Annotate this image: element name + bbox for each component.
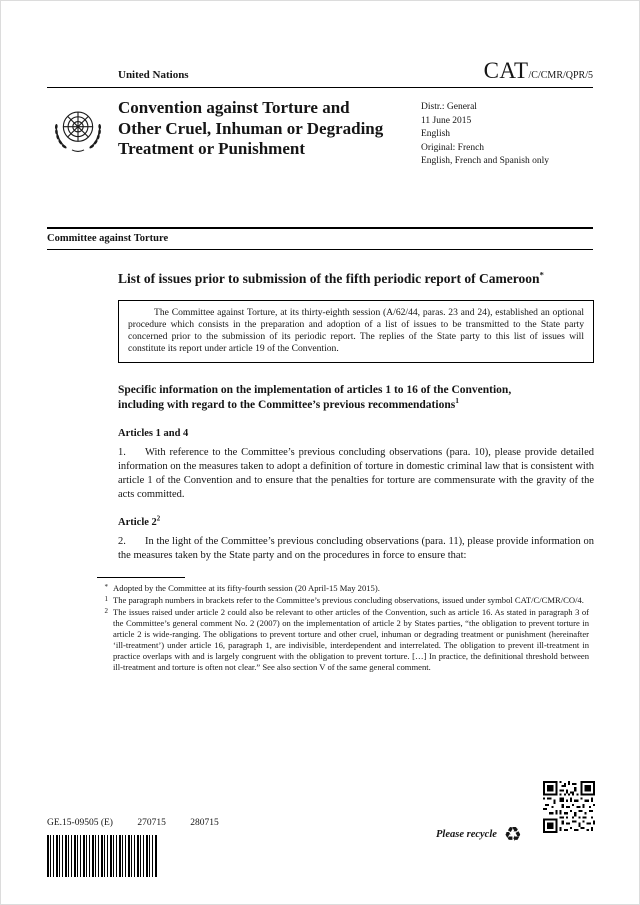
subsection-heading-article-2 — [118, 517, 593, 528]
document-symbol-main: CAT — [483, 58, 529, 83]
footnote-text: The issues raised under article 2 could also be relevant to other articles of the Convention, such as article 16. As stated in paragraph 3 of the Committee’s general comment No. 2 (2007) on the implementation of article 2 by States parties, “the obligation to prevent torture in article 2 is wide-ranging. The obligations to prevent torture and other cruel, inhuman or degrading treatment or punishment (hereinafter ‘ill-treatment’) under article 16, paragraph 1, are indivisible, interdependent and interrelated. The obligation to prevent ill-treatment in practice overlaps with and is largely congruent with the obligation to prevent torture. […] In practice, the definitional threshold between ill-treatment and torture is often not clear.” See also section V of the same general comment. — [113, 606, 589, 672]
section-footnote-ref: 1 — [455, 395, 459, 405]
original-language-line: Original: French — [421, 142, 485, 153]
availability-line: English, French and Spanish only — [421, 156, 549, 166]
distr-line: Distr.: General — [421, 102, 477, 112]
footer-code-1: 270715 — [137, 818, 166, 828]
section-heading — [118, 383, 556, 413]
recycle-note — [436, 824, 522, 844]
footnote-marker: 2 — [104, 606, 108, 615]
footnote-asterisk — [47, 583, 593, 594]
section-heading-text: Specific information on the implementation of articles 1 to 16 of the Convention, including with regard to the Committee’s previous recommendations — [118, 383, 512, 411]
footer-code-2: 280715 — [190, 818, 219, 828]
document-title-text: List of issues prior to submission of the fifth periodic report of Cameroon — [118, 270, 540, 286]
ge-number: GE.15-09505 (E) — [47, 818, 113, 828]
subsection-heading-text: Articles 1 and 4 — [118, 427, 189, 439]
footnotes — [47, 583, 593, 673]
paragraph-text: With reference to the Committee’s previous concluding observations (para. 10), please provide detailed information on the measures taken to adopt a definition of torture in domestic criminal law that is consistent with article 1 of the Convention and to ensure that the penalties for torture are commensurate with the gravity of the acts committed. — [118, 446, 594, 500]
paragraph-text: In the light of the Committee’s previous concluding observations (para. 11), please provide information on the measures taken by the State party and on the procedures in force to ensure that: — [118, 535, 594, 561]
paragraph-2 — [118, 535, 594, 563]
qr-code-icon — [543, 781, 595, 833]
org-name: United Nations — [118, 69, 189, 81]
barcode — [47, 835, 157, 877]
distribution-info — [421, 98, 593, 169]
paragraph-1 — [118, 446, 594, 502]
footnote-text: Adopted by the Committee at its fifty-fourth session (20 April-15 May 2015). — [113, 582, 380, 593]
paragraph-number: 1. — [118, 446, 126, 458]
date-line: 11 June 2015 — [421, 115, 472, 126]
language-line: English — [421, 129, 451, 139]
convention-title: Convention against Torture and Other Cruel, Inhuman or Degrading Treatment or Punishment — [118, 98, 384, 158]
recycle-label: Please recycle — [436, 828, 497, 840]
header — [47, 58, 593, 88]
ge-number-line — [47, 818, 219, 828]
footnote-1 — [47, 595, 593, 606]
subsection-footnote-ref: 2 — [156, 515, 161, 522]
footnote-separator — [97, 577, 185, 578]
footnote-text: The paragraph numbers in brackets refer to the Committee’s previous concluding observations, issued under symbol CAT/C/CMR/CO/4. — [113, 594, 584, 605]
summary-box: The Committee against Torture, at its thirty-eighth session (A/62/44, paras. 23 and 24), established an optional procedure which consists in the preparation and adoption of a list of issues to be transmitted to the State party concerned prior to the submission of its periodic report. The replies of the State party to this list of issues will constitute its report under article 19 of the Convention. — [118, 300, 594, 363]
document-title — [118, 270, 584, 287]
footnote-marker: * — [104, 582, 108, 591]
footnote-marker: 1 — [104, 594, 108, 603]
subsection-heading-articles-1-4 — [118, 428, 593, 439]
paragraph-number: 2. — [118, 535, 126, 547]
title-footnote-ref: * — [539, 269, 544, 279]
committee-name: Committee against Torture — [47, 229, 593, 250]
un-emblem-icon — [47, 98, 109, 169]
recycle-icon: ♻ — [503, 822, 522, 846]
document-symbol-suffix: /C/CMR/QPR/5 — [528, 70, 593, 81]
masthead — [47, 98, 593, 169]
document-symbol — [484, 58, 593, 84]
footnote-2 — [47, 607, 593, 673]
subsection-heading-text: Article 2 — [118, 516, 157, 528]
